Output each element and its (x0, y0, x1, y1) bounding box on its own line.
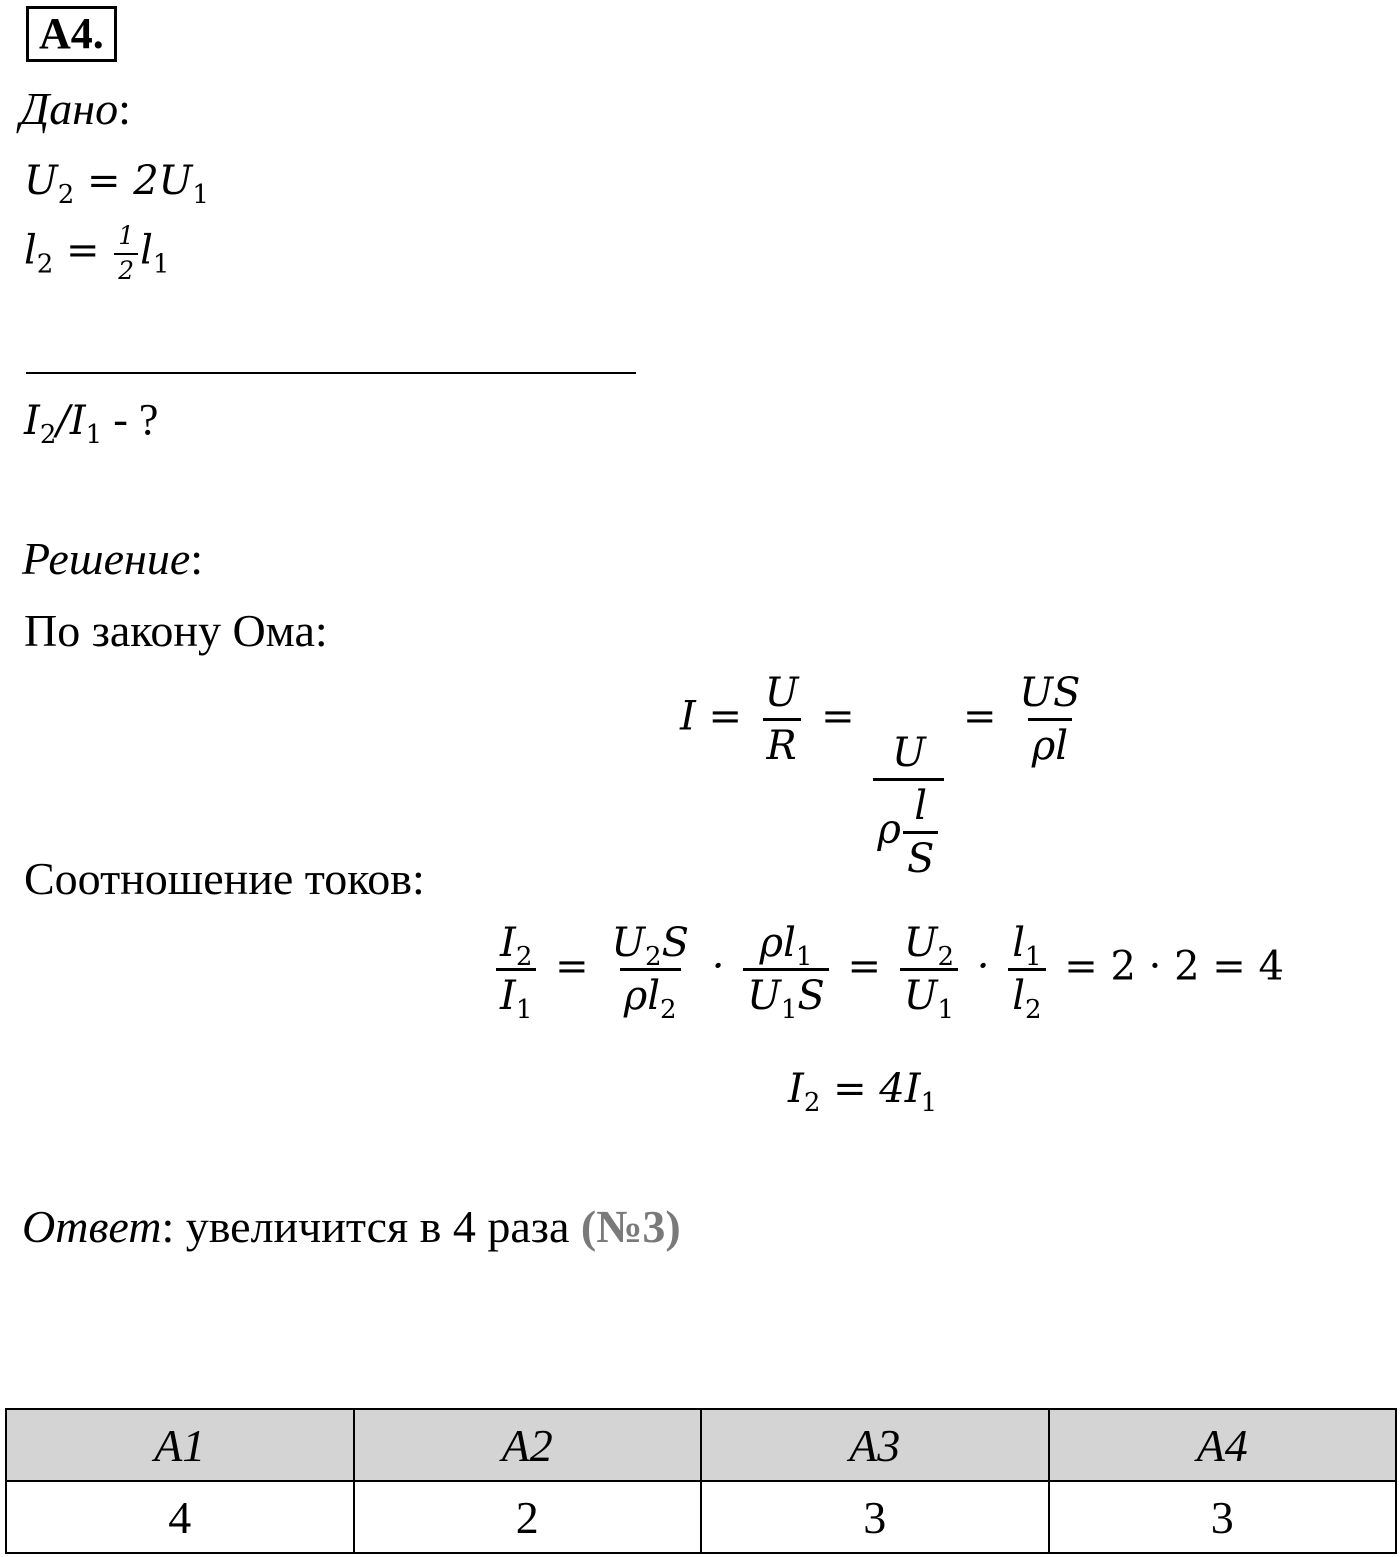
find-question: - ? (102, 395, 159, 444)
solution-heading-line (22, 532, 203, 585)
ohm-frac1-num: U (764, 670, 799, 716)
ohm-inner-num: l (914, 782, 928, 829)
ratio-rho-l1: ρl (759, 920, 796, 966)
ratio-u-den (900, 968, 958, 1026)
ratio-eq-2: = (834, 943, 894, 990)
ratio-frac-us (607, 920, 693, 1026)
ratio-i-den (496, 968, 536, 1026)
ratio-frac-i (496, 920, 536, 1026)
ohm-rho: ρ (877, 806, 901, 852)
given-u2-symbol: U (24, 158, 58, 204)
result-eq: = 4I (820, 1066, 921, 1112)
summary-value-cell: 2 (354, 1481, 702, 1553)
find-slash-i1: /I (56, 398, 86, 444)
find-i2-symbol: I (24, 398, 40, 444)
summary-header-cell: А2 (354, 1409, 702, 1481)
ohm-lhs: I = (680, 693, 755, 740)
summary-value-cell: 3 (1049, 1481, 1397, 1553)
summary-value-row (6, 1481, 1396, 1553)
given-half-den: 2 (114, 253, 138, 286)
ratio-u1b-sub: 1 (937, 995, 955, 1026)
ratio-s-2: S (797, 973, 825, 1019)
ratio-l2-sub: 2 (660, 995, 677, 1026)
ratio-i2: I (500, 920, 516, 966)
result-i2-sub: 2 (803, 1088, 821, 1119)
given-colon: : (118, 83, 131, 134)
ratio-result-tail: = 2 · 2 = 4 (1051, 943, 1284, 990)
ohm-law-text: По закону Ома: (24, 605, 328, 656)
ratio-u2-sub: 2 (645, 942, 662, 973)
ohm-formula (680, 670, 1090, 882)
ratio-dot-1: · (698, 943, 738, 990)
ratio-l2b-sub: 2 (1024, 995, 1042, 1026)
ohm-inner-frac (903, 783, 938, 882)
summary-header-cell: А3 (701, 1409, 1049, 1481)
ratio-eq-1: = (542, 943, 602, 990)
summary-header-cell: А4 (1049, 1409, 1397, 1481)
given-heading-line (20, 82, 131, 135)
given-l-eq: = (53, 227, 113, 274)
ratio-u-num (900, 920, 958, 973)
given-u2-sub: 2 (57, 180, 75, 211)
given-l1-sub: 1 (152, 249, 170, 280)
solution-colon: : (190, 533, 204, 584)
ohm-frac3-den: ρl (1028, 718, 1072, 769)
given-heading: Дано (20, 83, 119, 134)
given-l1-symbol: l (140, 227, 153, 274)
ratio-l1: l (1012, 920, 1025, 966)
ratio-i-num (496, 920, 536, 973)
ratio-frac-rho (743, 920, 829, 1026)
ratio-l1-sub: 1 (795, 942, 813, 973)
ratio-frac-l (1008, 920, 1045, 1026)
given-l2-symbol: l (24, 227, 37, 274)
ratio-formula (490, 920, 1284, 1026)
ratio-u1: U (747, 973, 781, 1019)
ratio-rho-num (756, 920, 817, 973)
ratio-u2b-sub: 2 (937, 942, 955, 973)
result-i1-sub: 1 (920, 1088, 938, 1119)
answer-line (22, 1200, 681, 1253)
given-u1-sub: 1 (192, 180, 209, 211)
find-i1-sub: 1 (85, 420, 103, 451)
ratio-us-num (607, 920, 693, 973)
ratio-l-den (1008, 968, 1045, 1026)
summary-header-cell: А1 (6, 1409, 354, 1481)
given-length (24, 222, 169, 285)
ohm-frac-us (1015, 670, 1084, 769)
summary-value-cell: 3 (701, 1481, 1049, 1553)
ratio-i1-sub: 1 (515, 995, 533, 1026)
given-divider (26, 372, 636, 374)
ratio-dot-2: · (964, 943, 1003, 990)
ratio-s-1: S (661, 920, 689, 966)
ohm-frac2-num: U (892, 729, 926, 776)
ohm-eq-2: = (950, 693, 1010, 740)
summary-value-cell: 4 (6, 1481, 354, 1553)
given-half-fraction (114, 222, 138, 285)
ohm-frac2-den (873, 778, 944, 882)
ratio-u1b: U (903, 973, 938, 1019)
ratio-i2-sub: 2 (515, 942, 533, 973)
given-u-eq: = 2U (74, 158, 193, 204)
given-half-num: 1 (118, 221, 135, 250)
ohm-inner-den: S (903, 831, 938, 882)
solution-heading: Решение (22, 533, 191, 584)
ratio-rho-l2: ρl (623, 973, 661, 1019)
ratio-u1-sub: 1 (780, 995, 798, 1026)
ratio-l1b-sub: 1 (1024, 942, 1042, 973)
problem-label: А4. (26, 6, 117, 62)
summary-table (5, 1408, 1397, 1554)
result-formula (788, 1066, 938, 1119)
answer-text: : увеличится в 4 раза (161, 1201, 581, 1252)
ohm-eq-1: = (808, 693, 868, 740)
ratio-frac-u (900, 920, 958, 1026)
answer-heading: Ответ (22, 1201, 162, 1252)
ratio-i1: I (500, 973, 516, 1019)
ratio-l2: l (1012, 973, 1025, 1019)
ohm-frac-u-r (761, 670, 803, 769)
ratio-rho-den (743, 968, 829, 1026)
ratio-l-num (1008, 920, 1045, 973)
result-i2: I (788, 1066, 804, 1112)
ratio-text: Соотношение токов: (24, 853, 425, 904)
ratio-us-den (620, 968, 681, 1026)
ratio-u2: U (611, 920, 646, 966)
ohm-frac-resistivity (873, 730, 944, 882)
find-line (24, 394, 159, 451)
ratio-u2b: U (903, 920, 938, 966)
ohm-frac1-den: R (763, 718, 801, 769)
answer-tag: (№3) (580, 1201, 681, 1252)
given-voltage (24, 158, 209, 211)
given-l2-sub: 2 (36, 249, 54, 280)
summary-header-row (6, 1409, 1396, 1481)
find-i2-sub: 2 (39, 420, 57, 451)
ohm-frac3-num: US (1019, 670, 1081, 716)
